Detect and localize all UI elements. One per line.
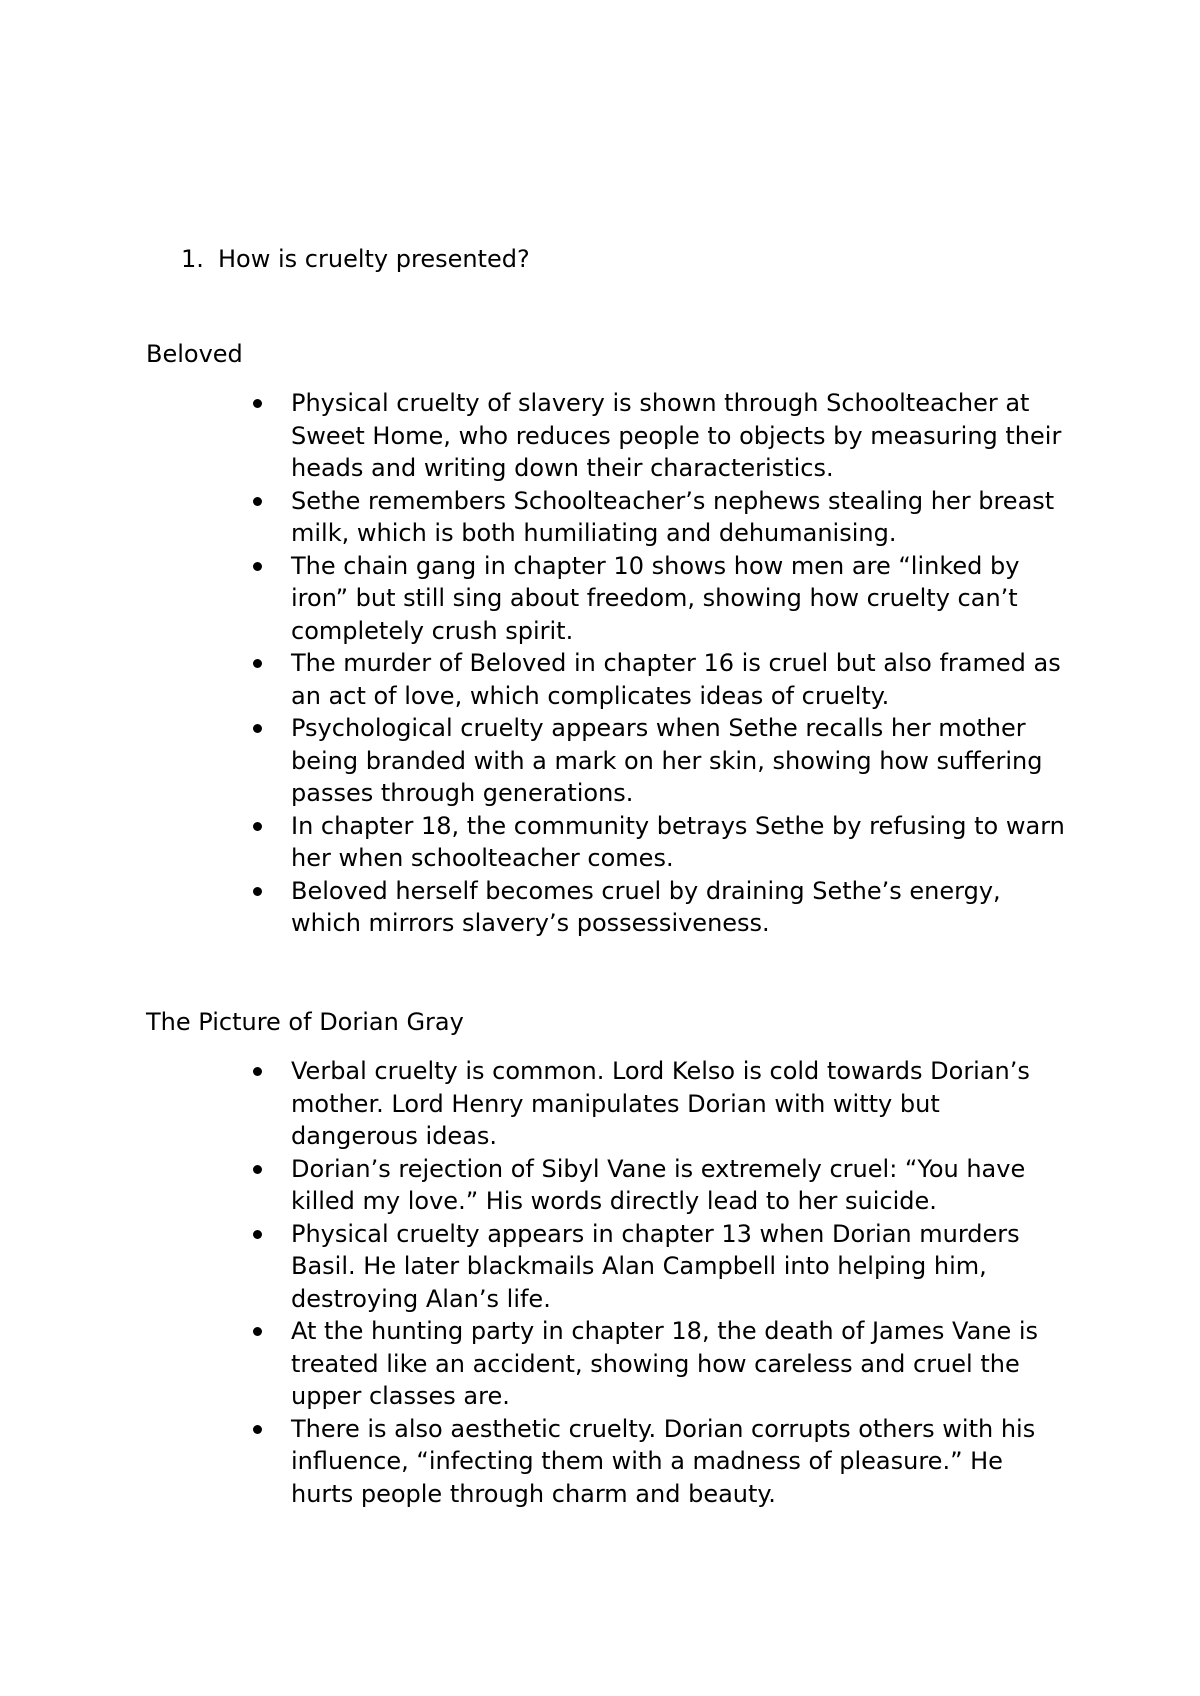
list-item-text: Beloved herself becomes cruel by draining Sethe’s energy, which mirrors slavery’s possessiveness. [291, 876, 1001, 937]
question-number: 1. [181, 245, 204, 273]
list-item [247, 1218, 1067, 1316]
bullet-dot-icon [253, 659, 262, 668]
question-heading [181, 243, 530, 275]
bullet-dot-icon [253, 1067, 262, 1076]
list-item-text: Sethe remembers Schoolteacher’s nephews stealing her breast milk, which is both humiliating and dehumanising. [291, 486, 1055, 547]
list-item-text: Physical cruelty appears in chapter 13 when Dorian murders Basil. He later blackmails Alan Campbell into helping him, destroying Alan’s life. [291, 1219, 1020, 1313]
beloved-bullet-list [247, 387, 1067, 940]
list-item [247, 810, 1067, 875]
list-item-text: Physical cruelty of slavery is shown through Schoolteacher at Sweet Home, who reduces people to objects by measuring their heads and writing down their characteristics. [291, 389, 1062, 482]
bullet-dot-icon [253, 822, 262, 831]
bullet-dot-icon [253, 1230, 262, 1239]
list-item-text: The murder of Beloved in chapter 16 is cruel but also framed as an act of love, which complicates ideas of cruelty. [291, 649, 1061, 710]
list-item [247, 1153, 1067, 1218]
section-title-dorian-gray: The Picture of Dorian Gray [146, 1008, 464, 1036]
dorian-gray-bullet-list [247, 1055, 1067, 1510]
list-item [247, 485, 1067, 550]
list-item-text: Verbal cruelty is common. Lord Kelso is cold towards Dorian’s mother. Lord Henry manipulates Dorian with witty but dangerous ideas. [291, 1057, 1030, 1150]
list-item [247, 1315, 1067, 1413]
bullet-dot-icon [253, 887, 262, 896]
bullet-dot-icon [253, 1425, 262, 1434]
question-text: How is cruelty presented? [218, 245, 530, 273]
bullet-dot-icon [253, 399, 262, 408]
list-item [247, 875, 1067, 940]
list-item-text: There is also aesthetic cruelty. Dorian corrupts others with his influence, “infecting them with a madness of pleasure.” He hurts people through charm and beauty. [291, 1414, 1036, 1508]
list-item-text: At the hunting party in chapter 18, the death of James Vane is treated like an accident, showing how careless and cruel the upper classes are. [291, 1317, 1039, 1410]
list-item-text: Psychological cruelty appears when Sethe recalls her mother being branded with a mark on her skin, showing how suffering passes through generations. [291, 714, 1043, 807]
list-item [247, 1055, 1067, 1153]
bullet-dot-icon [253, 1165, 262, 1174]
list-item [247, 712, 1067, 810]
list-item [247, 387, 1067, 485]
list-item-text: The chain gang in chapter 10 shows how men are “linked by iron” but still sing about freedom, showing how cruelty can’t completely crush spirit. [291, 551, 1020, 645]
bullet-dot-icon [253, 562, 262, 571]
list-item-text: In chapter 18, the community betrays Sethe by refusing to warn her when schoolteacher comes. [291, 811, 1065, 872]
list-item [247, 550, 1067, 648]
list-item [247, 1413, 1067, 1511]
list-item [247, 647, 1067, 712]
bullet-dot-icon [253, 497, 262, 506]
bullet-dot-icon [253, 724, 262, 733]
section-title-beloved: Beloved [146, 340, 243, 368]
list-item-text: Dorian’s rejection of Sibyl Vane is extremely cruel: “You have killed my love.” His words directly lead to her suicide. [291, 1154, 1026, 1215]
bullet-dot-icon [253, 1327, 262, 1336]
